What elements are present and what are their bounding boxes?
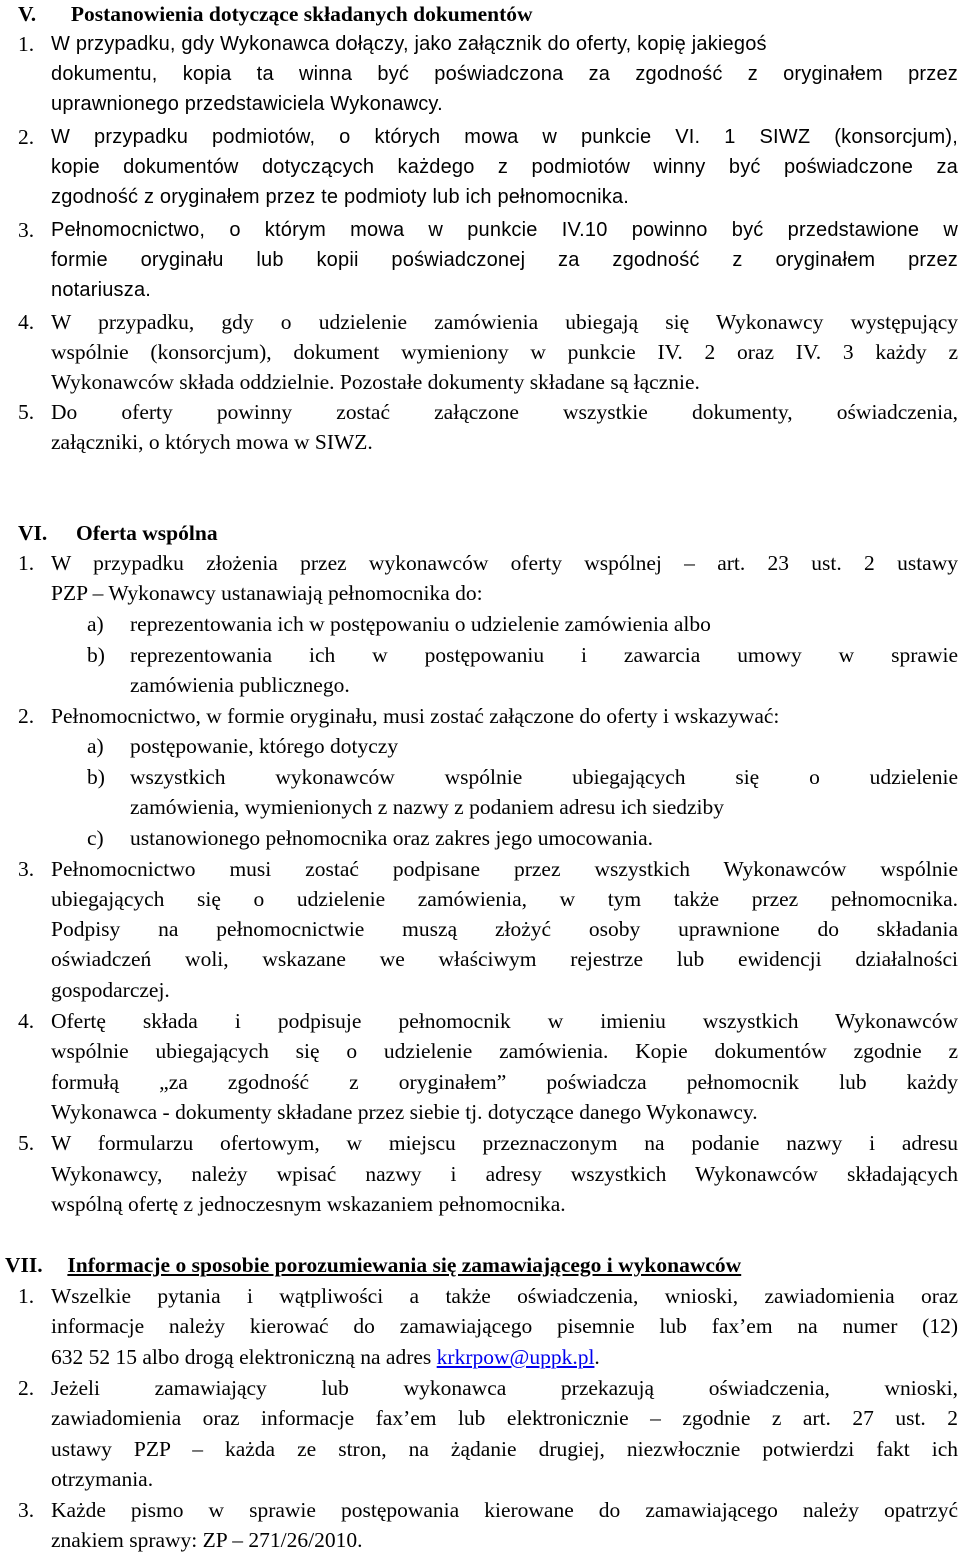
v-item-2-number: 2. bbox=[18, 125, 35, 149]
section-vii-heading bbox=[5, 1250, 741, 1280]
vii-item-1-line-1: Wszelkie pytania i wątpliwości a także oświadczenia, wnioski, zawiadomienia oraz bbox=[51, 1284, 958, 1308]
v-item-1-line-2: dokumentu, kopia ta winna być poświadczona za zgodność z oryginałem przez bbox=[51, 63, 958, 85]
v-item-2-line-2: kopie dokumentów dotyczących każdego z podmiotów winny być poświadczone za bbox=[51, 156, 958, 178]
v-item-3-line-2: formie oryginału lub kopii poświadczonej za zgodność z oryginałem przez bbox=[51, 249, 958, 271]
vi-item-3-line-5: gospodarczej. bbox=[51, 978, 170, 1002]
vi-item-3-line-1: Pełnomocnictwo musi zostać podpisane przez wszystkich Wykonawców wspólnie bbox=[51, 857, 958, 881]
vii-item-2-line-1: Jeżeli zamawiający lub wykonawca przekazują oświadczenia, wnioski, bbox=[51, 1376, 958, 1400]
vii-item-1-number: 1. bbox=[18, 1284, 35, 1308]
vi-item-3-line-2: ubiegających się o udzielenie zamówienia, w tym także przez pełnomocnika. bbox=[51, 887, 958, 911]
vi-item-5-line-3: wspólną ofertę z jednoczesnym wskazaniem pełnomocnika. bbox=[51, 1192, 566, 1216]
v-item-2-line-1: W przypadku podmiotów, o których mowa w punkcie VI. 1 SIWZ (konsorcjum), bbox=[51, 126, 958, 148]
vi-item-4-line-2: wspólnie ubiegających się o udzielenie zamówienia. Kopie dokumentów zgodnie z bbox=[51, 1039, 958, 1063]
vi-item-1a-text: reprezentowania ich w postępowaniu o udzielenie zamówienia albo bbox=[130, 612, 711, 636]
vi-item-2-text: Pełnomocnictwo, w formie oryginału, musi zostać załączone do oferty i wskazywać: bbox=[51, 704, 780, 728]
section-vi-title: Oferta wspólna bbox=[76, 521, 218, 545]
vii-item-1-line-3-before: 632 52 15 albo drogą elektroniczną na adres bbox=[51, 1345, 437, 1369]
vi-item-4-line-4: Wykonawca - dokumenty składane przez siebie tj. dotyczące danego Wykonawcy. bbox=[51, 1100, 758, 1124]
vi-item-5-line-2: Wykonawcy, należy wpisać nazwy i adresy wszystkich Wykonawców składających bbox=[51, 1162, 958, 1186]
section-v-title: Postanowienia dotyczące składanych dokumentów bbox=[70, 2, 533, 26]
v-item-4-number: 4. bbox=[18, 310, 35, 334]
v-item-5-line-1: Do oferty powinny zostać załączone wszystkie dokumenty, oświadczenia, bbox=[51, 400, 958, 424]
vi-item-2a-label: a) bbox=[87, 734, 104, 758]
vi-item-2c-text: ustanowionego pełnomocnika oraz zakres jego umocowania. bbox=[130, 826, 653, 850]
vi-item-2b-label: b) bbox=[87, 765, 105, 789]
vii-item-3-line-2: znakiem sprawy: ZP – 271/26/2010. bbox=[51, 1528, 363, 1552]
v-item-3-line-1: Pełnomocnictwo, o którym mowa w punkcie IV.10 powinno być przedstawione w bbox=[51, 219, 958, 241]
vi-item-1b-line-2: zamówienia publicznego. bbox=[130, 673, 350, 697]
vii-item-1-line-3-after: . bbox=[594, 1345, 600, 1369]
v-item-3-line-3: notariusza. bbox=[51, 279, 152, 301]
vi-item-3-number: 3. bbox=[18, 857, 35, 881]
vii-item-2-line-3: ustawy PZP – każda ze stron, na żądanie drugiej, niezwłocznie potwierdzi fakt ich bbox=[51, 1437, 958, 1461]
vii-item-2-line-2: zawiadomienia oraz informacje fax’em lub elektronicznie – zgodnie z art. 27 ust. 2 bbox=[51, 1406, 958, 1430]
vi-item-4-number: 4. bbox=[18, 1009, 35, 1033]
section-vii-title: Informacje o sposobie porozumiewania się zamawiającego i wykonawców bbox=[67, 1253, 742, 1277]
vii-item-2-line-4: otrzymania. bbox=[51, 1467, 154, 1491]
vi-item-1b-line-1: reprezentowania ich w postępowaniu i zawarcia umowy w sprawie bbox=[130, 643, 958, 667]
section-v-heading bbox=[18, 0, 533, 29]
v-item-5-number: 5. bbox=[18, 400, 35, 424]
v-item-2-line-3: zgodność z oryginałem przez te podmioty lub ich pełnomocnika. bbox=[51, 186, 630, 208]
vii-item-1-line-3 bbox=[51, 1342, 600, 1372]
v-item-4-line-2: wspólnie (konsorcjum), dokument wymieniony w punkcie IV. 2 oraz IV. 3 każdy z bbox=[51, 340, 958, 364]
section-vi-heading bbox=[18, 518, 218, 548]
section-v-number: V. bbox=[18, 2, 37, 26]
section-vii-number: VII. bbox=[5, 1253, 43, 1277]
vii-item-3-number: 3. bbox=[18, 1498, 35, 1522]
vi-item-2c-label: c) bbox=[87, 826, 104, 850]
vii-item-3-line-1: Każde pismo w sprawie postępowania kierowane do zamawiającego należy opatrzyć bbox=[51, 1498, 958, 1522]
v-item-1-number: 1. bbox=[18, 32, 35, 56]
vi-item-1b-label: b) bbox=[87, 643, 105, 667]
v-item-1-line-1 bbox=[51, 29, 958, 59]
vi-item-1-number: 1. bbox=[18, 551, 35, 575]
vi-item-4-line-3: formułą „za zgodność z oryginałem” poświadcza pełnomocnik lub każdy bbox=[51, 1070, 958, 1094]
vi-item-3-line-3: Podpisy na pełnomocnictwie muszą złożyć osoby uprawnione do składania bbox=[51, 917, 958, 941]
v-item-4-line-1: W przypadku, gdy o udzielenie zamówienia ubiegają się Wykonawcy występujący bbox=[51, 310, 958, 334]
vi-item-2a-text: postępowanie, którego dotyczy bbox=[130, 734, 399, 758]
vi-item-4-line-1: Ofertę składa i podpisuje pełnomocnik w imieniu wszystkich Wykonawców bbox=[51, 1009, 958, 1033]
vii-item-2-number: 2. bbox=[18, 1376, 35, 1400]
email-link[interactable]: krkrpow@uppk.pl bbox=[436, 1345, 595, 1369]
vi-item-3-line-4: oświadczeń woli, wskazane we właściwym rejestrze lub ewidencji działalności bbox=[51, 947, 958, 971]
section-vi-number: VI. bbox=[18, 521, 48, 545]
vi-item-5-line-1: W formularzu ofertowym, w miejscu przeznaczonym na podanie nazwy i adresu bbox=[51, 1131, 958, 1155]
vi-item-1-line-2: PZP – Wykonawcy ustanawiają pełnomocnika do: bbox=[51, 581, 483, 605]
v-item-5-line-2: załączniki, o których mowa w SIWZ. bbox=[51, 430, 373, 454]
vi-item-1-line-1: W przypadku złożenia przez wykonawców oferty wspólnej – art. 23 ust. 2 ustawy bbox=[51, 551, 958, 575]
vii-item-1-line-2: informacje należy kierować do zamawiającego pisemnie lub fax’em na numer (12) bbox=[51, 1314, 958, 1338]
v-item-4-line-3: Wykonawców składa oddzielnie. Pozostałe dokumenty składane są łącznie. bbox=[51, 370, 700, 394]
v-item-1-line-1-text: W przypadku, gdy Wykonawca dołączy, jako załącznik do oferty, kopię jakiegoś bbox=[51, 33, 767, 55]
v-item-3-number: 3. bbox=[18, 218, 35, 242]
vi-item-2b-line-2: zamówienia, wymienionych z nazwy z podaniem adresu ich siedziby bbox=[130, 795, 725, 819]
vi-item-1a-label: a) bbox=[87, 612, 104, 636]
vi-item-2-number: 2. bbox=[18, 704, 35, 728]
vi-item-2b-line-1: wszystkich wykonawców wspólnie ubiegających się o udzielenie bbox=[130, 765, 958, 789]
v-item-1-line-3: uprawnionego przedstawiciela Wykonawcy. bbox=[51, 93, 443, 115]
vi-item-5-number: 5. bbox=[18, 1131, 35, 1155]
